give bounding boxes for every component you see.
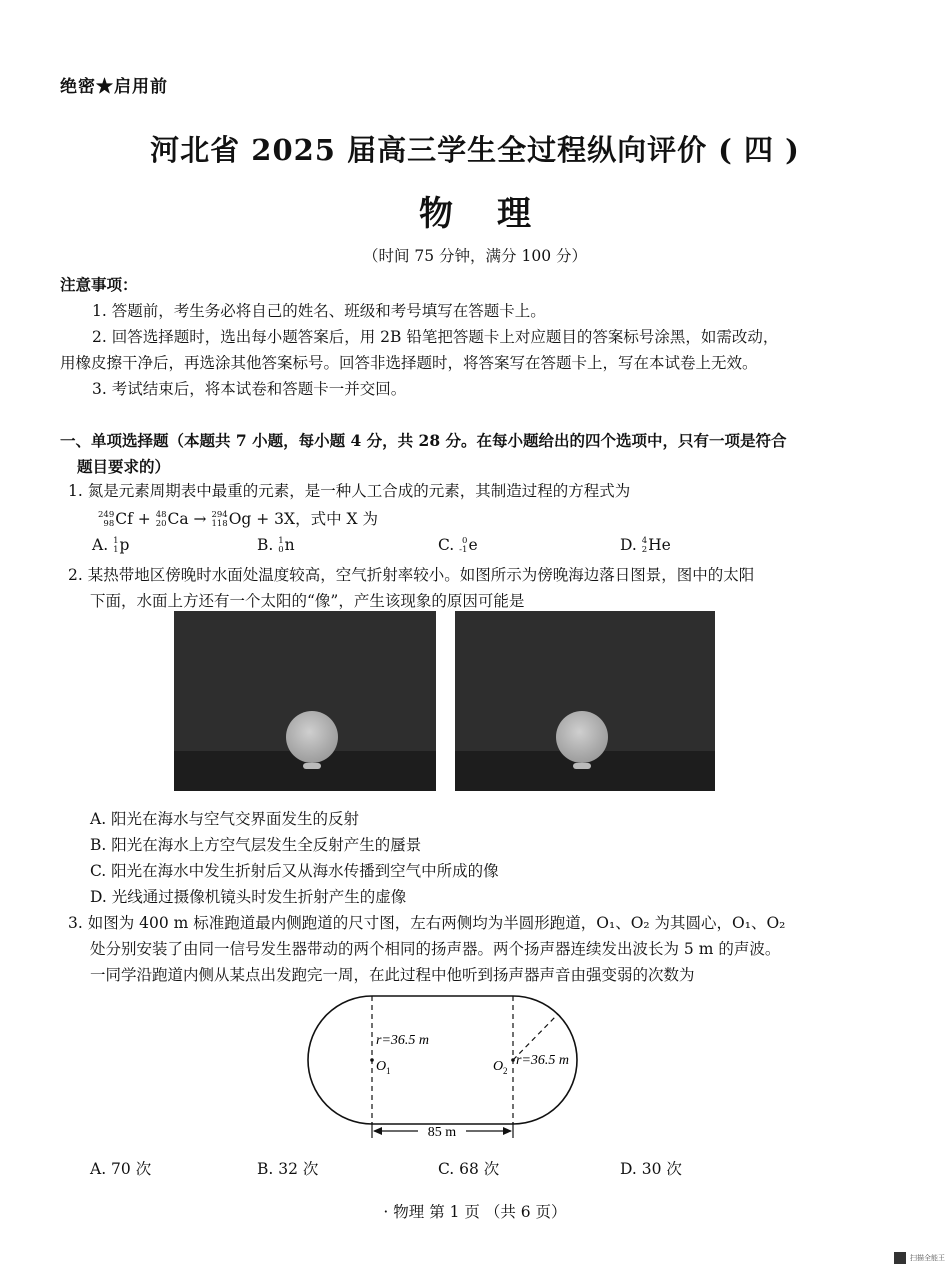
q2-stem-b: 下面，水面上方还有一个太阳的“像”，产生该现象的原因可能是: [90, 592, 525, 610]
note-item-3: 3. 考试结束后，将本试卷和答题卡一并交回。: [92, 380, 407, 398]
ca-nuclide-numbers: [156, 511, 167, 529]
time-info: （时间 75 分钟，满分 100 分）: [362, 247, 588, 265]
q1-option-d: [620, 536, 671, 555]
q3-option-b: B. 32 次: [257, 1160, 319, 1178]
exam-title: 河北省 2025 届高三学生全过程纵向评价 ( 四 ): [150, 133, 800, 167]
og-symbol: Og + 3X: [228, 510, 296, 528]
dim-arrow-left: [373, 1127, 382, 1135]
q1-option-a: [92, 536, 129, 555]
q1-d-nuclide-numbers: [642, 537, 647, 555]
sunset-photo-right: [455, 611, 715, 791]
q1-option-b-label: B.: [257, 536, 279, 554]
note-item-2a: 2. 回答选择题时，选出每小题答案后，用 2B 铅笔把答题卡上对应题目的答案标号涂黑，如需改动，: [92, 328, 779, 346]
og-nuclide-numbers: [211, 511, 227, 529]
o1-subscript: 1: [386, 1066, 391, 1076]
o1-point: [370, 1058, 374, 1062]
q1-stem: 1. 氮是元素周期表中最重的元素，是一种人工合成的元素，其制造过程的方程式为: [68, 482, 631, 500]
o1-label: O: [376, 1059, 387, 1074]
q1-c-nuclide-numbers: [459, 537, 467, 555]
q1-b-number: 0: [278, 545, 284, 555]
qr-code-icon: [894, 1252, 906, 1264]
scanner-logo: 扫描全能王: [910, 1254, 945, 1262]
q1-b-mass: 1: [278, 536, 284, 546]
q1-c-mass: 0: [462, 536, 468, 546]
q1-c-number: -1: [459, 545, 468, 555]
q1-a-mass: 1: [113, 536, 119, 546]
q1-equation: [98, 506, 378, 532]
subject-char-1: 物: [419, 194, 453, 234]
sun: [556, 711, 608, 763]
q2-option-a: A. 阳光在海水与空气交界面发生的反射: [90, 810, 360, 828]
q1-option-d-label: D.: [620, 536, 642, 554]
q2-stem-a: 2. 某热带地区傍晚时水面处温度较高，空气折射率较小。如图所示为傍晚海边落日图景，图中的太阳: [68, 566, 755, 584]
q1-d-symbol: He: [648, 536, 671, 554]
q1-a-nuclide-numbers: [113, 537, 118, 555]
q1-b-nuclide-numbers: [278, 537, 283, 555]
right-radius-label: r=36.5 m: [516, 1053, 570, 1068]
note-item-1: 1. 答题前，考生务必将自己的姓名、班级和考号填写在答题卡上。: [92, 302, 546, 320]
q1-c-symbol: e: [468, 536, 478, 554]
og-mass: 294: [211, 510, 228, 520]
notes-heading: 注意事项：: [60, 275, 138, 294]
q1-a-number: 1: [113, 545, 119, 555]
q2-option-d: D. 光线通过摄像机镜头时发生折射产生的虚像: [90, 888, 407, 906]
sun-image: [303, 763, 321, 769]
cf-mass: 249: [98, 510, 115, 520]
q2-option-c: C. 阳光在海水中发生折射后又从海水传播到空气中所成的像: [90, 862, 499, 880]
o2-label: O: [493, 1059, 504, 1074]
ca-symbol: Ca →: [167, 510, 212, 528]
sun: [286, 711, 338, 763]
dim-arrow-right: [503, 1127, 512, 1135]
section-heading-a: 一、单项选择题（本题共 7 小题，每小题 4 分，共 28 分。在每小题给出的四个选项中，只有一项是符合: [60, 431, 787, 450]
og-number: 118: [211, 519, 228, 529]
ca-number: 20: [155, 519, 167, 529]
cf-nuclide-numbers: [98, 511, 114, 529]
q3-option-a: A. 70 次: [90, 1160, 152, 1178]
length-label: 85 m: [427, 1125, 457, 1140]
track-diagram: [300, 990, 590, 1150]
q1-d-number: 2: [641, 545, 648, 555]
sunset-photo-left: [174, 611, 436, 791]
q1-option-a-label: A.: [92, 536, 114, 554]
q3-stem-c: 一同学沿跑道内侧从某点出发跑完一周，在此过程中他听到扬声器声音由强变弱的次数为: [90, 966, 695, 984]
q1-a-symbol: p: [119, 536, 130, 554]
cf-number: 98: [103, 519, 115, 529]
q3-option-c: C. 68 次: [438, 1160, 500, 1178]
q3-stem-a: 3. 如图为 400 m 标准跑道最内侧跑道的尺寸图，左右两侧均为半圆形跑道，O₁、O₂ 为其圆心，O₁、O₂: [68, 914, 786, 932]
page-footer: · 物理 第 1 页 （共 6 页）: [383, 1203, 567, 1221]
o2-point: [511, 1058, 515, 1062]
cf-symbol: Cf +: [115, 510, 156, 528]
q3-stem-b: 处分别安装了由同一信号发生器带动的两个相同的扬声器。两个扬声器连续发出波长为 5 m 的声波。: [90, 940, 781, 958]
left-radius-label: r=36.5 m: [376, 1033, 430, 1048]
q3-option-d: D. 30 次: [620, 1160, 682, 1178]
subject-char-2: 理: [497, 194, 531, 234]
o2-subscript: 2: [503, 1066, 508, 1076]
equation-tail: ，式中 X 为: [295, 510, 378, 528]
q1-option-b: [257, 536, 295, 555]
q1-d-mass: 4: [641, 536, 648, 546]
subject-title: [0, 186, 950, 235]
q1-option-c: [438, 536, 478, 555]
q2-option-b: B. 阳光在海水上方空气层发生全反射产生的蜃景: [90, 836, 422, 854]
q1-option-c-label: C.: [438, 536, 460, 554]
confidential-mark: 绝密★启用前: [60, 77, 168, 97]
ca-mass: 48: [155, 510, 167, 520]
section-heading-b: 题目要求的）: [77, 457, 171, 476]
sun-image: [573, 763, 591, 769]
q1-b-symbol: n: [284, 536, 295, 554]
note-item-2b: 用橡皮擦干净后，再选涂其他答案标号。回答非选择题时，将答案写在答题卡上，写在本试卷上无效。: [60, 354, 758, 372]
